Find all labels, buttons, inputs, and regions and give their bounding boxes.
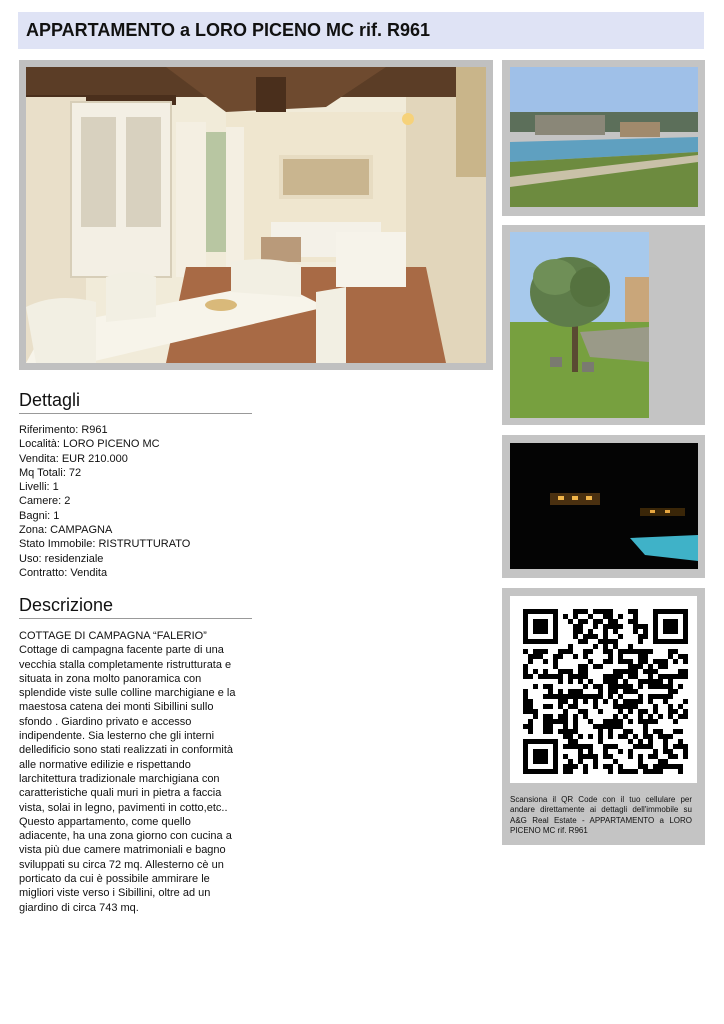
description-line: porticato da cui è possibile ammirare le [19,873,210,886]
description-line: vecchia stalla completamente ristrutturata e [19,658,232,671]
qr-code-frame[interactable] [510,596,697,783]
description-line: caratteristiche quali muri in pietra a faccia [19,787,222,800]
olive-tree-garden-photo [510,232,649,418]
description-line: delledificio sono stati realizzati in conformità [19,744,233,757]
side-photo-frame-2 [502,225,705,425]
description-line: giardino di circa 743 mq. [19,901,139,914]
description-line: alle normative edilizie e rispettando [19,758,191,771]
side-photo-frame-1 [502,60,705,216]
detail-item: Vendita: EUR 210.000 [19,452,128,465]
description-line: Cottage di campagna facente parte di una [19,644,224,657]
description-line: indipendente. Sia lesterno che gli interni [19,730,215,743]
description-line: vista, solai in legno, pavimenti in cotto,etc.. [19,801,228,814]
description-line: Questo appartamento, come quello [19,815,191,828]
detail-item: Livelli: 1 [19,481,59,494]
description-line: migliori viste verso i Sibillini, oltre ad un [19,887,211,900]
detail-item: Camere: 2 [19,495,71,508]
detail-item: Zona: CAMPAGNA [19,524,113,537]
qr-code-icon[interactable] [510,596,697,783]
qr-box [502,588,705,845]
night-pool-photo [510,443,698,569]
description-line: larchitettura tradizionale marchigiana con [19,772,220,785]
description-line: maestosa catena dei monti Sibillini sullo [19,701,214,714]
description-line: splendide viste sulle colline marchigiane e la [19,687,236,700]
description-line: vista più due camere matrimoniali e bagno [19,844,226,857]
qr-caption: Scansiona il QR Code con il tuo cellulare per andare direttamente ai dettagli dell'immobile su A&G Real Estate - APPARTAMENTO a LORO PICENO MC rif. R961 [510,795,692,835]
title-bar [18,12,704,49]
description-line: sviluppati su circa 72 mq. Allesterno cè un [19,858,224,871]
details-list [19,423,190,580]
description-line: COTTAGE DI CAMPAGNA “FALERIO” [19,630,207,642]
page-title: APPARTAMENTO a LORO PICENO MC rif. R961 [26,20,431,40]
detail-item: Bagni: 1 [19,509,60,522]
interior-living-room-photo [26,67,486,363]
description-line: adiacente, ha una zona giorno con cucina a [19,830,232,843]
description-heading: Descrizione [19,595,252,619]
detail-item: Stato Immobile: RISTRUTTURATO [19,538,191,551]
description-text [19,629,257,915]
detail-item: Riferimento: R961 [19,424,108,436]
detail-item: Contratto: Vendita [19,566,108,579]
side-photo-frame-3 [502,435,705,578]
description-line: sfondo . Giardino privato e accesso [19,715,192,728]
detail-item: Località: LORO PICENO MC [19,438,160,451]
pool-photo [510,67,698,207]
description-line: situata in zona molto panoramica con [19,672,202,685]
detail-item: Uso: residenziale [19,552,104,565]
detail-item: Mq Totali: 72 [19,466,82,479]
main-photo-frame [19,60,493,370]
details-heading: Dettagli [19,390,252,414]
